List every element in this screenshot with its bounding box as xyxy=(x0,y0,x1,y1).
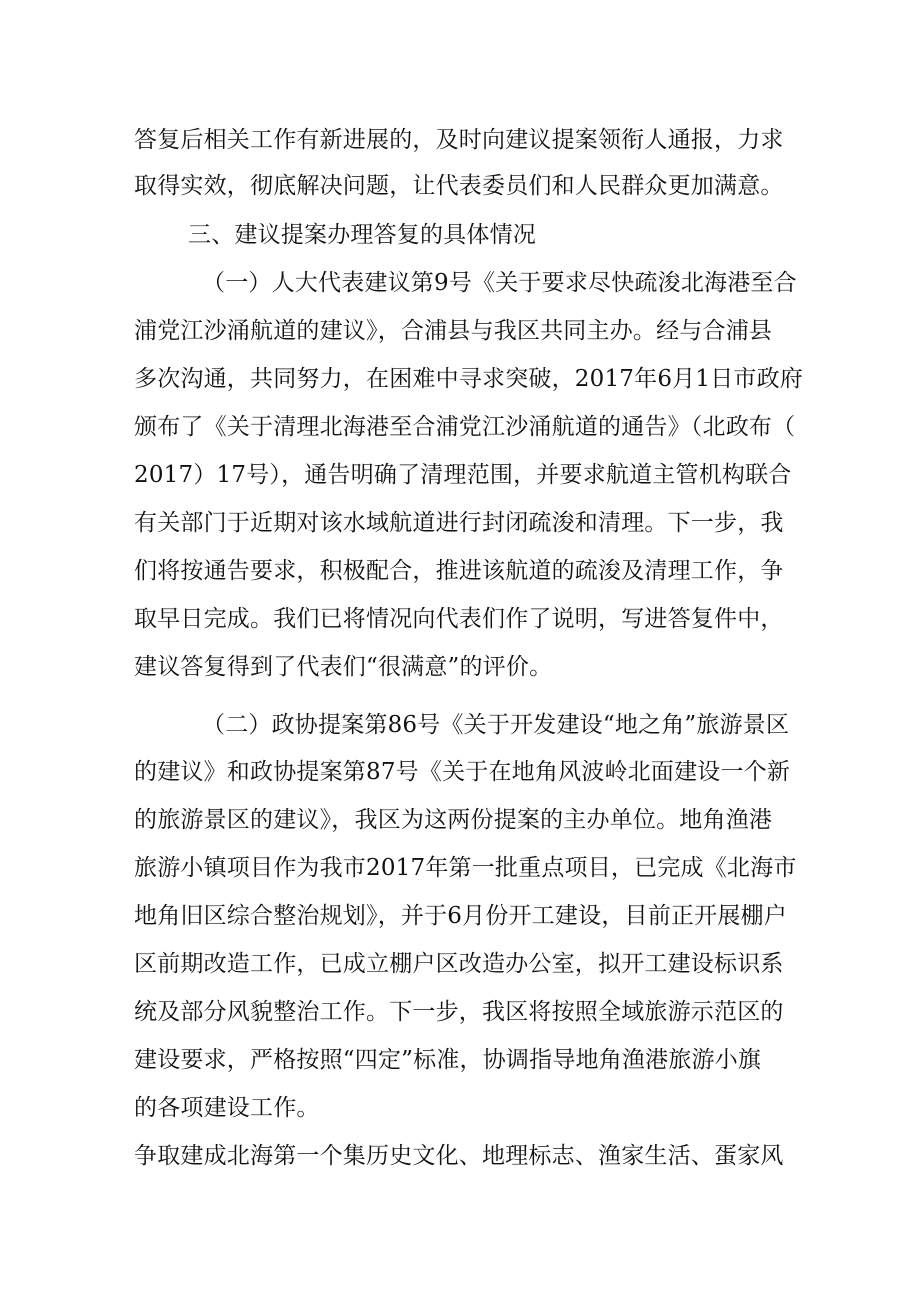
text-line-21: 的各项建设工作。 xyxy=(134,1095,320,1121)
text-line-5: 浦党江沙涌航道的建议》，合浦县与我区共同主办。经与合浦县 xyxy=(134,318,773,344)
text-line-10: 们将按通告要求，积极配合，推进该航道的疏浚及清理工作，争 xyxy=(134,558,784,584)
text-line-14: 的建议》和政协提案第87号《关于在地角风波岭北面建设一个新 xyxy=(134,759,791,785)
text-line-12: 建议答复得到了代表们“很满意”的评价。 xyxy=(134,654,553,680)
section-heading: 三、建议提案办理答复的具体情况 xyxy=(188,222,536,248)
text-line-13: （二）政协提案第86号《关于开发建设“地之角”旅游景区 xyxy=(202,712,790,738)
text-line-7: 颁布了《关于清理北海港至合浦党江沙涌航道的通告》（北政布（ xyxy=(134,414,796,440)
text-line-11: 取早日完成。我们已将情况向代表们作了说明，写进答复件中， xyxy=(134,606,784,632)
text-line-2: 取得实效，彻底解决问题，让代表委员们和人民群众更加满意。 xyxy=(134,173,784,199)
text-line-9: 有关部门于近期对该水域航道进行封闭疏浚和清理。下一步，我 xyxy=(134,510,784,536)
text-line-17: 地角旧区综合整治规划》，并于6月份开工建设，目前正开展棚户 xyxy=(134,903,787,929)
text-line-8: 2017）17号），通告明确了清理范围，并要求航道主管机构联合 xyxy=(134,462,792,488)
text-line-18: 区前期改造工作，已成立棚户区改造办公室，拟开工建设标识系 xyxy=(134,951,784,977)
text-line-19: 统及部分风貌整治工作。下一步，我区将按照全域旅游示范区的 xyxy=(134,999,784,1025)
text-line-15: 的旅游景区的建议》，我区为这两份提案的主办单位。地角渔港 xyxy=(134,807,773,833)
text-line-6: 多次沟通，共同努力，在困难中寻求突破，2017年6月1日市政府 xyxy=(134,366,803,392)
text-line-16: 旅游小镇项目作为我市2017年第一批重点项目，已完成《北海市 xyxy=(134,855,797,881)
text-line-20: 建设要求，严格按照“四定”标准，协调指导地角渔港旅游小旗 xyxy=(134,1047,762,1073)
text-line-22: 争取建成北海第一个集历史文化、地理标志、渔家生活、蛋家风 xyxy=(134,1143,784,1169)
text-line-1: 答复后相关工作有新进展的，及时向建议提案领衔人通报，力求 xyxy=(134,127,784,153)
text-line-4: （一）人大代表建议第9号《关于要求尽快疏浚北海港至合 xyxy=(202,270,797,296)
